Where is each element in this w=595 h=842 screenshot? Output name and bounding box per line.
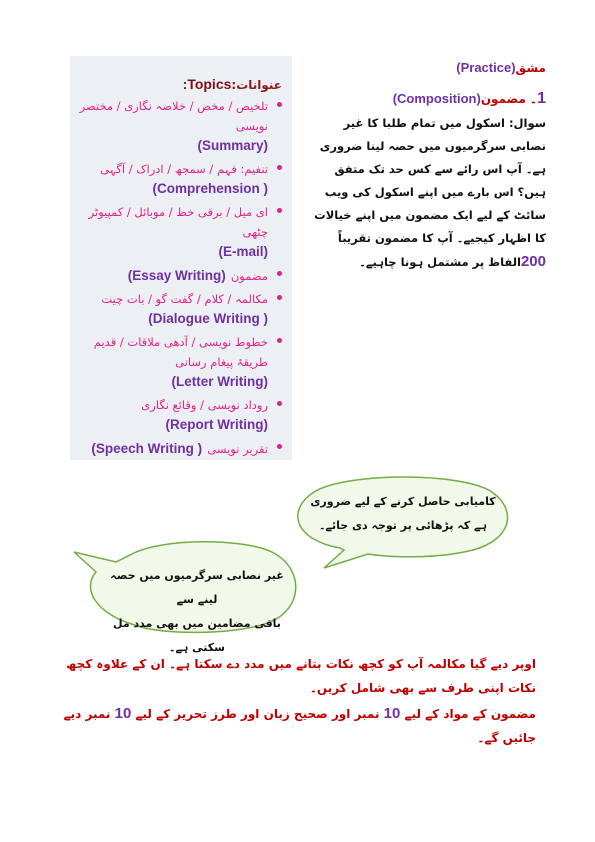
speech-bubble-left-text [102,564,292,660]
question-text [310,112,546,274]
speech-bubble-right-text [308,490,498,538]
topic-en: ( Dialogue Writing) [148,311,268,326]
composition-heading [310,88,546,110]
topics-list [77,76,282,462]
practice-heading-en: (Practice) [456,60,516,75]
note2-part3: نمبر دیے جائیں گے۔ [63,707,536,745]
topic-en: (Essay Writing) [127,268,226,283]
question-word-count: 200 [520,253,546,270]
topic-dialogue [77,289,282,329]
topic-ur: خطوط نویسی / آدھی ملاقات / قدیم طریقۂ پیغام رسانی [93,335,268,369]
topic-speech [77,438,282,459]
bullet-icon [277,271,282,276]
bubble-left-line1: غیر نصابی سرگرمیوں میں حصہ لینے سے [110,569,284,606]
topic-ur: تلخیص / مخص / خلاصہ نگاری / مختصر نویسی [79,99,268,133]
composition-number: 1 [537,90,546,107]
bubble-right-line2: ہے کہ پڑھائی پر توجہ دی جائے۔ [319,519,487,532]
practice-heading-ur: مشق [515,61,546,75]
note-line2 [60,702,536,750]
question-part2: الفاظ پر مشتمل ہونا چاہیے۔ [359,255,521,269]
composition-ur: ۔ مضمون [480,92,538,106]
topic-essay [77,265,282,286]
topic-en: ( Speech Writing) [91,441,203,456]
topic-summary [77,96,282,156]
topic-ur: مکالمہ / کلام / گفت گو / بات چیت [101,292,268,306]
topic-email [77,202,282,262]
practice-heading [310,58,546,78]
topic-ur: مضمون [230,269,268,283]
topic-ur: ای میل / برقی خط / موبائل / کمپیوٹر چٹھی [88,205,268,239]
question-part1: سوال: اسکول میں تمام طلبا کا غیر نصابی سرگرمیوں میں حصہ لینا ضروری ہے۔ آپ اس رائے سے کس حد تک متفق ہیں؟ اس بارے میں اپنے اسکول کی ویب سائٹ کے لیے ایک مضمون میں اپنے خیالات کا اظہار کیجیے۔ آپ کا مضمون تقریباً [314,116,546,245]
bullet-icon [277,102,282,107]
bubble-left-line2: باقی مضامین میں بھی مدد مل سکتی ہے۔ [113,617,281,654]
topics-title [77,76,282,92]
topic-en: (Letter Writing) [171,374,268,389]
topic-report [77,395,282,435]
note2-part2: نمبر اور صحیح زبان اور طرز تحریر کے لیے [135,707,380,721]
note2-part1: مضمون کے مواد کے لیے [404,707,536,721]
topics-title-en: Topics: [182,76,232,92]
note2-language-marks: 10 [114,705,132,722]
bubble-right-line1: کامیابی حاصل کرنے کے لیے ضروری [310,495,496,508]
topic-en: ( Comprehension) [152,181,268,196]
bullet-icon [277,208,282,213]
topic-ur: تنفیم: فہم / سمجھ / ادراک / آگہی [100,162,268,176]
topic-en: (Summary) [197,138,268,153]
practice-block [310,58,546,274]
bullet-icon [277,165,282,170]
topic-en: (Report Writing) [165,417,268,432]
instructions-notes [60,652,536,750]
note2-content-marks: 10 [383,705,401,722]
topic-letter [77,332,282,392]
topics-title-ur: عنوانات: [231,78,282,92]
topic-ur: تقریر نویسی [207,442,268,456]
bullet-icon [277,401,282,406]
topic-ur: روداد نویسی / وقائع نگاری [141,398,268,412]
topic-en: (E-mail) [218,244,268,259]
speech-bubble-left [72,532,308,654]
speech-bubble-right [284,470,520,570]
bullet-icon [277,338,282,343]
bullet-icon [277,295,282,300]
composition-en: (Composition) [392,91,481,106]
topics-panel [70,56,292,460]
topic-comprehension [77,159,282,199]
note-line1: اوپر دیے گیا مکالمہ آپ کو کچھ نکات بتانے میں مدد دے سکتا ہے۔ ان کے علاوہ کچھ نکات اپنی طرف سے بھی شامل کریں۔ [66,657,536,695]
bullet-icon [277,444,282,449]
